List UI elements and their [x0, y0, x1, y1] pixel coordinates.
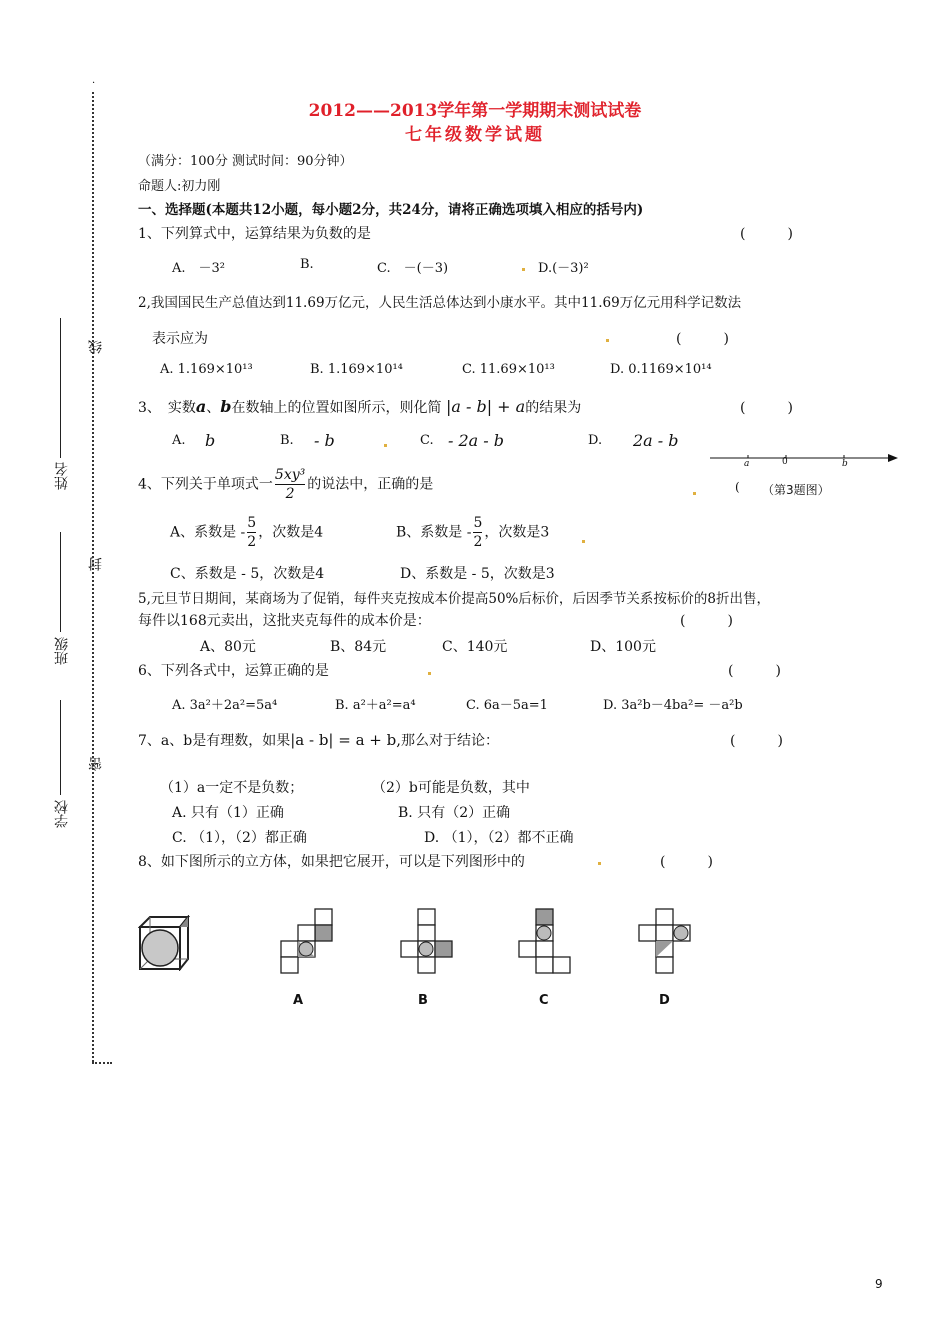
q4-answer-paren: (: [735, 480, 740, 494]
q1-option-d: D.(－3)²: [538, 261, 589, 276]
page-number: 9: [875, 1277, 883, 1291]
mark-dot: [606, 339, 609, 342]
q4-option-a-post: ，次数是4: [258, 524, 324, 541]
net-d-figure: [638, 908, 694, 978]
q3-var-b: b: [220, 397, 232, 416]
q2-stem: 2,我国国民生产总值达到11.69万亿元，人民生活总体达到小康水平。其中11.69万亿元用科学记数法: [138, 295, 742, 311]
q5-option-c: C、140元: [442, 639, 508, 655]
q3-stem-post: 在数轴上的位置如图所示，则化简: [231, 400, 442, 416]
q3-option-d-label: D.: [588, 433, 603, 448]
school-blank-line: [60, 700, 61, 795]
q3-option-c: - 2a - b: [448, 431, 505, 450]
q7-option-c: C. （1），（2）都正确: [172, 830, 307, 846]
q4-a-num: 5: [247, 515, 257, 531]
gutter-class-label: 班级: [54, 637, 70, 665]
q7-answer-paren: ( ): [730, 733, 783, 749]
q2-option-a: A. 1.169×10¹³: [160, 362, 253, 377]
axis-label-zero: 0: [782, 457, 788, 467]
q4-a-den: 2: [247, 534, 257, 550]
q6-option-b: B. a²＋a²=a⁴: [335, 698, 416, 713]
q3-stem-mid: 、: [206, 400, 221, 416]
q3-var-a: a: [195, 397, 207, 416]
q4-option-c: C、系数是 - 5，次数是4: [170, 566, 325, 582]
q5-answer-paren: ( ): [680, 613, 733, 629]
axis-label-b: b: [842, 459, 848, 469]
class-blank-line: [60, 532, 61, 632]
q5-option-d: D、100元: [590, 639, 656, 655]
q7-stem-post: 那么对于结论：: [401, 733, 499, 749]
gutter-name-label: 姓名: [54, 462, 70, 490]
q7-statement-2: （2）b可能是负数，其中: [372, 780, 530, 796]
mark-dot: [598, 862, 601, 865]
q1-option-a: A. －3²: [172, 261, 226, 276]
q4-frac-den: 2: [285, 486, 295, 502]
q7-option-a: A. 只有（1）正确: [172, 805, 284, 821]
q7-option-b: B. 只有（2）正确: [398, 805, 511, 821]
q3-stem: [138, 397, 581, 417]
q2-option-b: B. 1.169×10¹⁴: [310, 362, 403, 377]
q6-option-c: C. 6a－5a=1: [466, 698, 548, 713]
gutter-feng: 封: [88, 557, 104, 571]
net-c-figure: [518, 908, 574, 978]
q3-option-c-label: C.: [420, 433, 434, 448]
q2-option-c: C. 11.69×10¹³: [462, 362, 555, 377]
q6-option-a: A. 3a²＋2a²=5a⁴: [172, 698, 278, 713]
q7-stem: [138, 730, 499, 750]
net-d-label: D: [659, 993, 670, 1008]
q3-answer-paren: ( ): [740, 400, 793, 416]
gutter-dot: ·: [92, 78, 96, 89]
q4-option-b: [396, 514, 549, 551]
q5-option-a: A、80元: [200, 639, 256, 655]
q3-option-b-label: B.: [280, 433, 294, 448]
exam-info: （满分：100分 测试时间：90分钟）: [138, 154, 353, 169]
q1-option-c: C. －(－3): [377, 261, 449, 276]
q8-answer-paren: ( ): [660, 854, 713, 870]
q3-option-a: b: [205, 431, 216, 450]
exam-title: 2012——2013学年第一学期期末测试试卷: [308, 101, 642, 121]
q4-option-d: D、系数是 - 5，次数是3: [400, 566, 555, 582]
mark-dot: [384, 444, 387, 447]
q4-stem-post: 的说法中，正确的是: [307, 476, 434, 493]
q3-option-d: 2a - b: [633, 431, 679, 450]
q1-answer-paren: ( ): [740, 226, 793, 242]
name-blank-line: [60, 318, 61, 458]
q5-stem-cont: 每件以168元卖出，这批夹克每件的成本价是：: [138, 613, 431, 629]
gutter-school-label: 学校: [54, 800, 70, 828]
q7-expression: |a - b| = a + b,: [290, 731, 401, 749]
q4-b-num: 5: [473, 515, 483, 531]
cube-figure: [138, 915, 190, 971]
q1-stem: 1、下列算式中，运算结果为负数的是: [138, 226, 371, 242]
axis-label-a: a: [744, 459, 750, 469]
q5-stem: 5,元旦节日期间，某商场为了促销，每件夹克按成本价提高50%后标价，后因季节关系按标价的8折出售，: [138, 591, 770, 607]
mark-dot: [582, 540, 585, 543]
q6-answer-paren: ( ): [728, 663, 781, 679]
exam-author: 命题人:初力刚: [138, 179, 221, 194]
net-a-label: A: [293, 993, 304, 1008]
q4-option-a: [170, 514, 323, 551]
q2-option-d: D. 0.1169×10¹⁴: [610, 362, 712, 377]
binding-dotted-line: [92, 92, 94, 1062]
q6-option-d: D. 3a²b－4ba²= －a²b: [603, 698, 743, 713]
mark-dot: [693, 492, 696, 495]
section-heading: 一、选择题(本题共12小题，每小题2分，共24分，请将正确选项填入相应的括号内): [138, 202, 644, 218]
q3-option-a-label: A.: [172, 433, 186, 448]
mark-dot: [428, 672, 431, 675]
gutter-mi: 密: [88, 757, 104, 771]
net-b-label: B: [418, 993, 428, 1008]
gutter-xian: 线: [88, 340, 104, 354]
q2-stem-cont: 表示应为: [152, 331, 208, 347]
q7-option-d: D. （1），（2）都不正确: [424, 830, 574, 846]
q7-statement-1: （1）a一定不是负数；: [160, 780, 304, 796]
q6-stem: 6、下列各式中，运算正确的是: [138, 663, 329, 679]
q4-stem-pre: 4、下列关于单项式一: [138, 476, 273, 493]
q4-option-b-pre: B、系数是 -: [396, 524, 472, 541]
q3-stem-end: 的结果为: [525, 400, 582, 416]
q1-option-b: B.: [300, 257, 314, 272]
figure-caption: （第3题图）: [762, 483, 830, 497]
q2-answer-paren: ( ): [676, 331, 729, 347]
binding-dotted-end: [92, 1062, 112, 1064]
q5-option-b: B、84元: [330, 639, 387, 655]
number-line: [708, 448, 898, 472]
net-a-figure: [280, 908, 336, 978]
mark-dot: [522, 268, 525, 271]
q7-stem-pre: 7、a、b是有理数，如果: [138, 733, 291, 749]
q4-frac-num: 5xy³: [274, 467, 306, 483]
q4-b-den: 2: [473, 534, 483, 550]
net-c-label: C: [539, 993, 549, 1008]
q4-option-b-post: ，次数是3: [484, 524, 550, 541]
exam-subtitle: 七年级数学试题: [405, 125, 545, 145]
q3-stem-pre: 3、 实数: [138, 400, 196, 416]
q4-stem: [138, 466, 433, 503]
net-b-figure: [400, 908, 456, 978]
q4-option-a-pre: A、系数是 -: [170, 524, 246, 541]
q8-stem: 8、如下图所示的立方体，如果把它展开，可以是下列图形中的: [138, 854, 525, 870]
q3-option-b: - b: [314, 431, 335, 450]
q3-expression: |a - b| + a: [445, 397, 526, 416]
